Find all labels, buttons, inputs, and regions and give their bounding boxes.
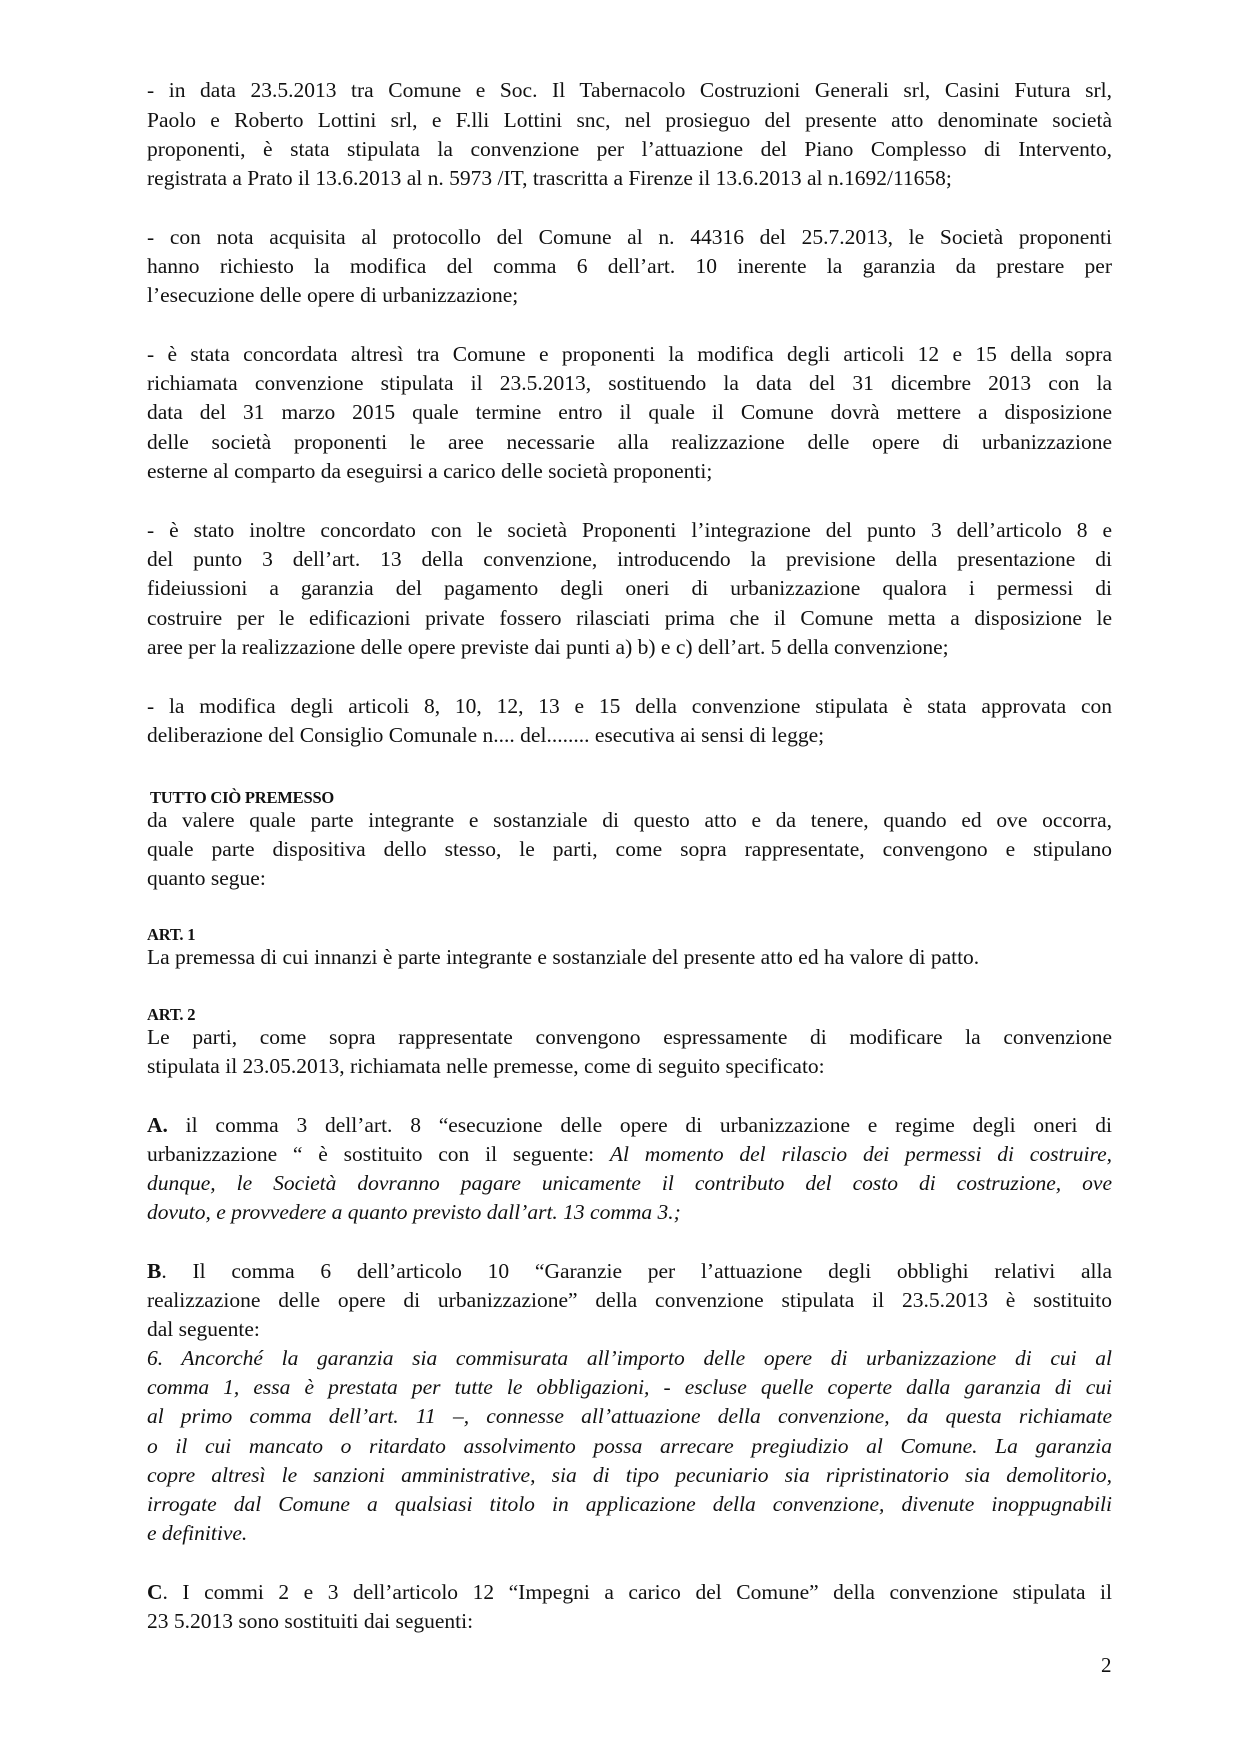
article-1-text: La premessa di cui innanzi è parte integrante e sostanziale del presente atto ed ha valore di patto. <box>147 945 980 969</box>
clause-a-label: A. <box>147 1113 168 1137</box>
clause-b-quote-line: irrogate dal Comune a qualsiasi titolo in applicazione della convenzione, divenute inoppugnabili <box>147 1492 1112 1516</box>
paragraph-line: fideiussioni a garanzia del pagamento degli oneri di urbanizzazione qualora i permessi di <box>147 576 1112 600</box>
paragraph-line: l’esecuzione delle opere di urbanizzazione; <box>147 283 519 307</box>
paragraph-line: costruire per le edificazioni private fossero rilasciati prima che il Comune metta a disposizione le <box>147 606 1112 630</box>
clause-c-line: 23 5.2013 sono sostituiti dai seguenti: <box>147 1609 474 1633</box>
paragraph-line: quanto segue: <box>147 866 266 890</box>
paragraph-line: stipulata il 23.05.2013, richiamata nelle premesse, come di seguito specificato: <box>147 1054 825 1078</box>
clause-a-line: dunque, le Società dovranno pagare unicamente il contributo del costo di costruzione, ove <box>147 1171 1112 1195</box>
clause-b-quote-line: o il cui mancato o ritardato assolvimento possa arrecare pregiudizio al Comune. La garanzia <box>147 1434 1112 1458</box>
clause-b-line: B. Il comma 6 dell’articolo 10 “Garanzie per l’attuazione degli obblighi relativi alla <box>147 1259 1112 1283</box>
paragraph-line: hanno richiesto la modifica del comma 6 dell’art. 10 inerente la garanzia da prestare per <box>147 254 1112 278</box>
paragraph-line: - con nota acquisita al protocollo del Comune al n. 44316 del 25.7.2013, le Società proponenti <box>147 225 1112 249</box>
paragraph-line: - è stata concordata altresì tra Comune e proponenti la modifica degli articoli 12 e 15 della sopra <box>147 342 1112 366</box>
clause-b-quote-line: al primo comma dell’art. 11 –, connesse all’attuazione della convenzione, da questa richiamate <box>147 1404 1112 1428</box>
paragraph-line: aree per la realizzazione delle opere previste dai punti a) b) e c) dell’art. 5 della convenzione; <box>147 635 949 659</box>
clause-b-label: B <box>147 1259 162 1283</box>
paragraph-line: - è stato inoltre concordato con le società Proponenti l’integrazione del punto 3 dell’articolo 8 e <box>147 518 1112 542</box>
clause-a-line: urbanizzazione “ è sostituito con il seguente: Al momento del rilascio dei permessi di costruire, <box>147 1142 1113 1166</box>
paragraph-line: delle società proponenti le aree necessarie alla realizzazione delle opere di urbanizzazione <box>147 430 1112 454</box>
paragraph-line: Le parti, come sopra rappresentate convengono espressamente di modificare la convenzione <box>147 1025 1112 1049</box>
paragraph-line: richiamata convenzione stipulata il 23.5.2013, sostituendo la data del 31 dicembre 2013 con la <box>147 371 1112 395</box>
paragraph-line: esterne al comparto da eseguirsi a carico delle società proponenti; <box>147 459 713 483</box>
clause-b-quote-line: copre altresì le sanzioni amministrative, sia di tipo pecuniario sia ripristinatorio sia demolitorio, <box>147 1463 1112 1487</box>
clause-b-quote-line: comma 1, essa è prestata per tutte le obbligazioni, - escluse quelle coperte dalla garanzia di cui <box>147 1375 1112 1399</box>
paragraph-line: registrata a Prato il 13.6.2013 al n. 5973 /IT, trascritta a Firenze il 13.6.2013 al n.1692/11658; <box>147 166 952 190</box>
paragraph-line: proponenti, è stata stipulata la convenzione per l’attuazione del Piano Complesso di Intervento, <box>147 137 1112 161</box>
page-number: 2 <box>1101 1653 1112 1677</box>
article-2-heading: ART. 2 <box>147 1005 196 1024</box>
article-1-heading: ART. 1 <box>147 925 196 944</box>
paragraph-line: data del 31 marzo 2015 quale termine entro il quale il Comune dovrà mettere a disposizione <box>147 400 1112 424</box>
clause-a-line: dovuto, e provvedere a quanto previsto dall’art. 13 comma 3.; <box>147 1200 681 1224</box>
section-heading-premesso: TUTTO CIÒ PREMESSO <box>150 788 335 807</box>
paragraph-line: - in data 23.5.2013 tra Comune e Soc. Il Tabernacolo Costruzioni Generali srl, Casini Futura srl, <box>147 78 1112 102</box>
clause-c-label: C <box>147 1580 163 1604</box>
clause-b-quote-line: 6. Ancorché la garanzia sia commisurata all’importo delle opere di urbanizzazione di cui al <box>147 1346 1112 1370</box>
clause-b-line: dal seguente: <box>147 1317 260 1341</box>
clause-b-quote-line: e definitive. <box>147 1521 248 1545</box>
paragraph-line: del punto 3 dell’art. 13 della convenzione, introducendo la previsione della presentazione di <box>147 547 1112 571</box>
clause-c-line: C. I commi 2 e 3 dell’articolo 12 “Impegni a carico del Comune” della convenzione stipulata il <box>147 1580 1112 1604</box>
paragraph-line: - la modifica degli articoli 8, 10, 12, 13 e 15 della convenzione stipulata è stata approvata con <box>147 694 1112 718</box>
paragraph-line: Paolo e Roberto Lottini srl, e F.lli Lottini snc, nel prosieguo del presente atto denominate società <box>147 108 1112 132</box>
clause-b-line: realizzazione delle opere di urbanizzazione” della convenzione stipulata il 23.5.2013 è sostituito <box>147 1288 1112 1312</box>
paragraph-line: deliberazione del Consiglio Comunale n.... del........ esecutiva ai sensi di legge; <box>147 723 825 747</box>
paragraph-line: da valere quale parte integrante e sostanziale di questo atto e da tenere, quando ed ove occorra, <box>147 808 1112 832</box>
paragraph-line: quale parte dispositiva dello stesso, le parti, come sopra rappresentate, convengono e stipulano <box>147 837 1112 861</box>
clause-a-line: A. il comma 3 dell’art. 8 “esecuzione delle opere di urbanizzazione e regime degli oneri di <box>147 1113 1112 1137</box>
